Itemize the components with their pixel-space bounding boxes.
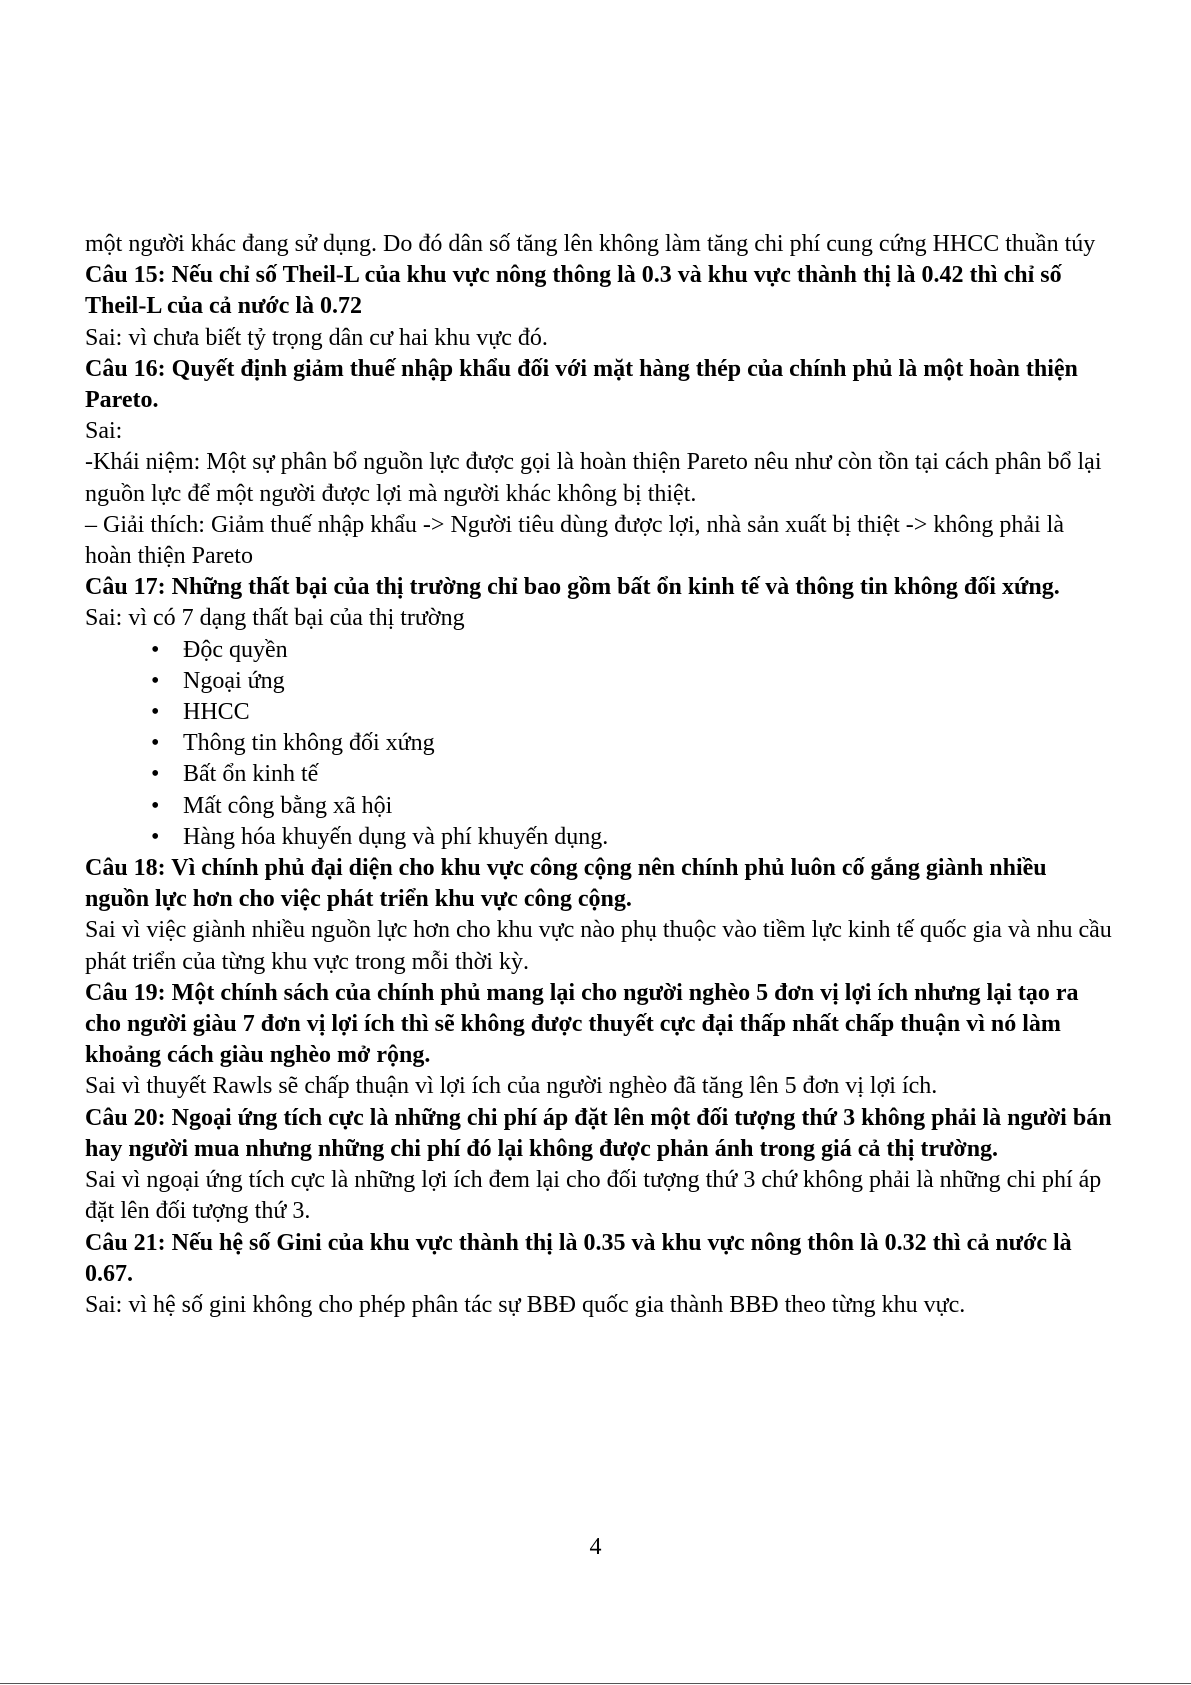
market-failure-list bbox=[85, 635, 1115, 853]
page-number: 4 bbox=[589, 1534, 602, 1560]
footer-rule bbox=[0, 1683, 1191, 1684]
answer-16: Sai: bbox=[85, 418, 123, 445]
list-item: • Mất công bằng xã hội bbox=[85, 791, 1115, 822]
answer-17: Sai: vì có 7 dạng thất bại của thị trường bbox=[85, 605, 465, 632]
answer-18: Sai vì việc giành nhiều nguồn lực hơn cho khu vực nào phụ thuộc vào tiềm lực kinh tế quốc gia và nhu cầu phát triển của từng khu vực trong mỗi thời kỳ. bbox=[85, 917, 1112, 975]
list-item: • Bất ổn kinh tế bbox=[85, 759, 1115, 790]
page-content bbox=[85, 229, 1115, 1321]
question-20: Câu 20: Ngoại ứng tích cực là những chi phí áp đặt lên một đối tượng thứ 3 không phải là người bán hay người mua nhưng những chi phí đó lại không được phản ánh trong giá cả thị trường. bbox=[85, 1104, 1112, 1162]
answer-19: Sai vì thuyết Rawls sẽ chấp thuận vì lợi ích của người nghèo đã tăng lên 5 đơn vị lợi ích. bbox=[85, 1073, 938, 1100]
answer-21: Sai: vì hệ số gini không cho phép phân tác sự BBĐ quốc gia thành BBĐ theo từng khu vực. bbox=[85, 1291, 966, 1318]
question-18: Câu 18: Vì chính phủ đại diện cho khu vực công cộng nên chính phủ luôn cố gắng giành nhiều nguồn lực hơn cho việc phát triển khu vực công cộng. bbox=[85, 855, 1047, 913]
concept-16: -Khái niệm: Một sự phân bổ nguồn lực được gọi là hoàn thiện Pareto nêu như còn tồn tại cách phân bổ lại nguồn lực để một người được lợi mà người khác không bị thiệt. bbox=[85, 449, 1102, 507]
list-item: • Ngoại ứng bbox=[85, 666, 1115, 697]
question-15: Câu 15: Nếu chỉ số Theil-L của khu vực nông thông là 0.3 và khu vực thành thị là 0.42 thì chỉ số Theil-L của cả nước là 0.72 bbox=[85, 262, 1062, 320]
list-item: • Thông tin không đối xứng bbox=[85, 728, 1115, 759]
question-19: Câu 19: Một chính sách của chính phủ mang lại cho người nghèo 5 đơn vị lợi ích nhưng lại tạo ra cho người giàu 7 đơn vị lợi ích thì sẽ không được thuyết cực đại thấp nhất chấp thuận vì nó làm khoảng cách giàu nghèo mở rộng. bbox=[85, 979, 1079, 1069]
continuation-text: một người khác đang sử dụng. Do đó dân số tăng lên không làm tăng chi phí cung cứng HHCC thuần túy bbox=[85, 231, 1096, 257]
question-21: Câu 21: Nếu hệ số Gini của khu vực thành thị là 0.35 và khu vực nông thôn là 0.32 thì cả nước là 0.67. bbox=[85, 1229, 1072, 1287]
answer-15: Sai: vì chưa biết tỷ trọng dân cư hai khu vực đó. bbox=[85, 324, 548, 351]
list-item: • Độc quyền bbox=[85, 635, 1115, 666]
question-16: Câu 16: Quyết định giảm thuế nhập khẩu đối với mặt hàng thép của chính phủ là một hoàn thiện Pareto. bbox=[85, 355, 1078, 414]
list-item: • HHCC bbox=[85, 697, 1115, 728]
answer-20: Sai vì ngoại ứng tích cực là những lợi ích đem lại cho đối tượng thứ 3 chứ không phải là những chi phí áp đặt lên đối tượng thứ 3. bbox=[85, 1167, 1102, 1225]
question-17: Câu 17: Những thất bại của thị trường chỉ bao gồm bất ổn kinh tế và thông tin không đối xứng. bbox=[85, 574, 1060, 601]
list-item: • Hàng hóa khuyến dụng và phí khuyến dụng. bbox=[85, 822, 1115, 853]
explanation-16: – Giải thích: Giảm thuế nhập khẩu -> Người tiêu dùng được lợi, nhà sản xuất bị thiệt -> không phải là hoàn thiện Pareto bbox=[85, 511, 1064, 570]
